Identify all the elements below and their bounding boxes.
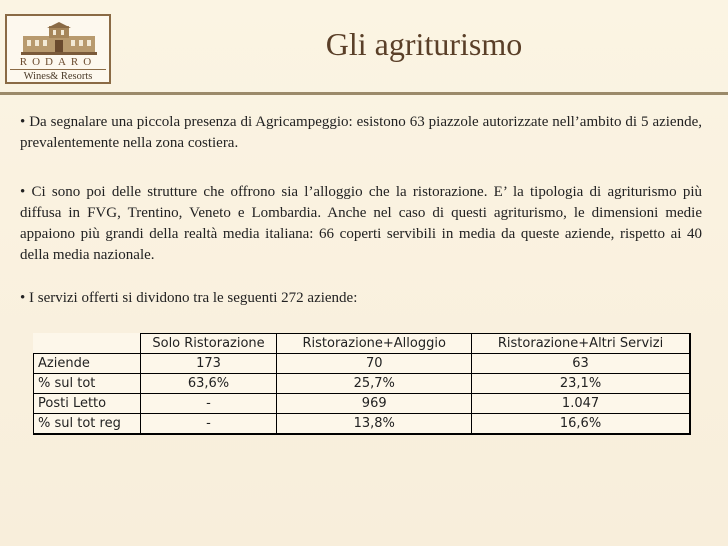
paragraph-agricampeggio: • Da segnalare una piccola presenza di Agricampeggio: esistono 63 piazzole autorizzate nell’ambito di 5 aziende, prevalentemente nella zona costiera. [20, 114, 702, 151]
slide-title: Gli agriturismo [325, 26, 523, 62]
row-label: Posti Letto [34, 394, 141, 414]
row-label: Aziende [34, 354, 141, 374]
table-cell: 63 [472, 354, 690, 374]
table-cell: 16,6% [472, 414, 690, 435]
table-cell: 173 [140, 354, 277, 374]
table-cell: 23,1% [472, 374, 690, 394]
row-label: % sul tot reg [34, 414, 141, 435]
table-header-cell: Ristorazione+Altri Servizi [472, 334, 690, 354]
paragraph-servizi: • I servizi offerti si dividono tra le seguenti 272 aziende: [20, 290, 358, 306]
table-cell: 25,7% [277, 374, 472, 394]
logo-subtitle: Wines& Resorts [10, 69, 106, 82]
title-divider [0, 92, 728, 95]
table-header-cell: Ristorazione+Alloggio [277, 334, 472, 354]
table-row [34, 374, 691, 394]
table-cell: 1.047 [472, 394, 690, 414]
table-header-cell: Solo Ristorazione [140, 334, 277, 354]
table-row [34, 414, 691, 435]
table-row [34, 394, 691, 414]
paragraph-strutture: • Ci sono poi delle strutture che offrono sia l’alloggio che la ristorazione. E’ la tipologia di agriturismo più diffusa in FVG, Trentino, Veneto e Lombardia. Anche nel caso di questi agriturismo, le dimensioni medie appaiono più grandi della realtà media italiana: 66 coperti servibili in media da queste aziende, rispetto ai 40 della media nazionale. [20, 184, 702, 263]
table-row [34, 354, 691, 374]
logo-brand: RODARO [19, 56, 97, 68]
row-label: % sul tot [34, 374, 141, 394]
rodaro-logo [5, 14, 111, 84]
villa-icon [21, 22, 97, 56]
table-header-row [34, 334, 691, 354]
table-cell: 70 [277, 354, 472, 374]
table-header-cell [34, 334, 141, 354]
table-cell: 63,6% [140, 374, 277, 394]
table-cell: - [140, 394, 277, 414]
services-table [33, 333, 691, 435]
table-cell: 13,8% [277, 414, 472, 435]
table-cell: - [140, 414, 277, 435]
table-cell: 969 [277, 394, 472, 414]
